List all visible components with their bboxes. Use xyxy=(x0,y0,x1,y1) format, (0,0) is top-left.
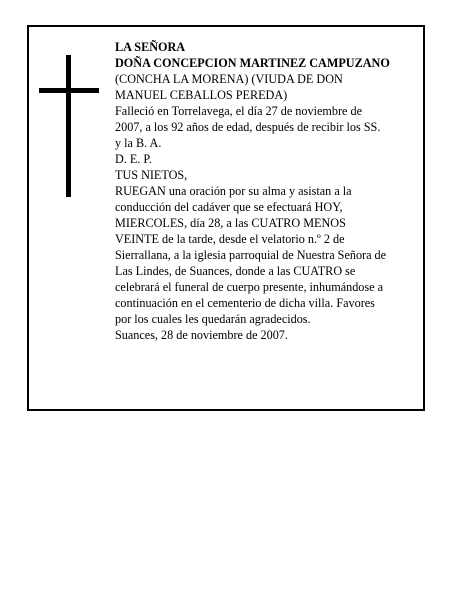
obituary-notice xyxy=(27,25,425,411)
body-line-4: VEINTE de la tarde, desde el velatorio n.º 2 de xyxy=(115,232,345,246)
notice-heading: LA SEÑORA xyxy=(115,40,186,54)
body-line-3: MIERCOLES, día 28, a las CUATRO MENOS xyxy=(115,216,346,230)
alias-line-2: MANUEL CEBALLOS PEREDA) xyxy=(115,88,288,102)
death-line-3: y la B. A. xyxy=(115,136,162,150)
dep-line: D. E. P. xyxy=(115,152,152,166)
death-line-2: 2007, a los 92 años de edad, después de recibir los SS. xyxy=(115,120,381,134)
body-line-5: Sierrallana, a la iglesia parroquial de Nuestra Señora de xyxy=(115,248,387,262)
closing-line: Suances, 28 de noviembre de 2007. xyxy=(115,328,288,342)
family-line: TUS NIETOS, xyxy=(115,168,188,182)
deceased-name: DOÑA CONCEPCION MARTINEZ CAMPUZANO xyxy=(115,56,390,70)
cross-vertical-bar xyxy=(66,55,71,197)
alias-line-1: (CONCHA LA MORENA) (VIUDA DE DON xyxy=(115,72,343,86)
cross-horizontal-bar xyxy=(39,88,99,93)
body-line-9: por los cuales les quedarán agradecidos. xyxy=(115,312,311,326)
body-line-2: conducción del cadáver que se efectuará HOY, xyxy=(115,200,343,214)
body-line-7: celebrará el funeral de cuerpo presente, inhumándose a xyxy=(115,280,383,294)
body-line-8: continuación en el cementerio de dicha villa. Favores xyxy=(115,296,375,310)
body-line-1: RUEGAN una oración por su alma y asistan a la xyxy=(115,184,352,198)
notice-text xyxy=(115,39,421,343)
cross-icon xyxy=(39,55,99,200)
death-line-1: Falleció en Torrelavega, el día 27 de noviembre de xyxy=(115,104,362,118)
body-line-6: Las Lindes, de Suances, donde a las CUATRO se xyxy=(115,264,356,278)
